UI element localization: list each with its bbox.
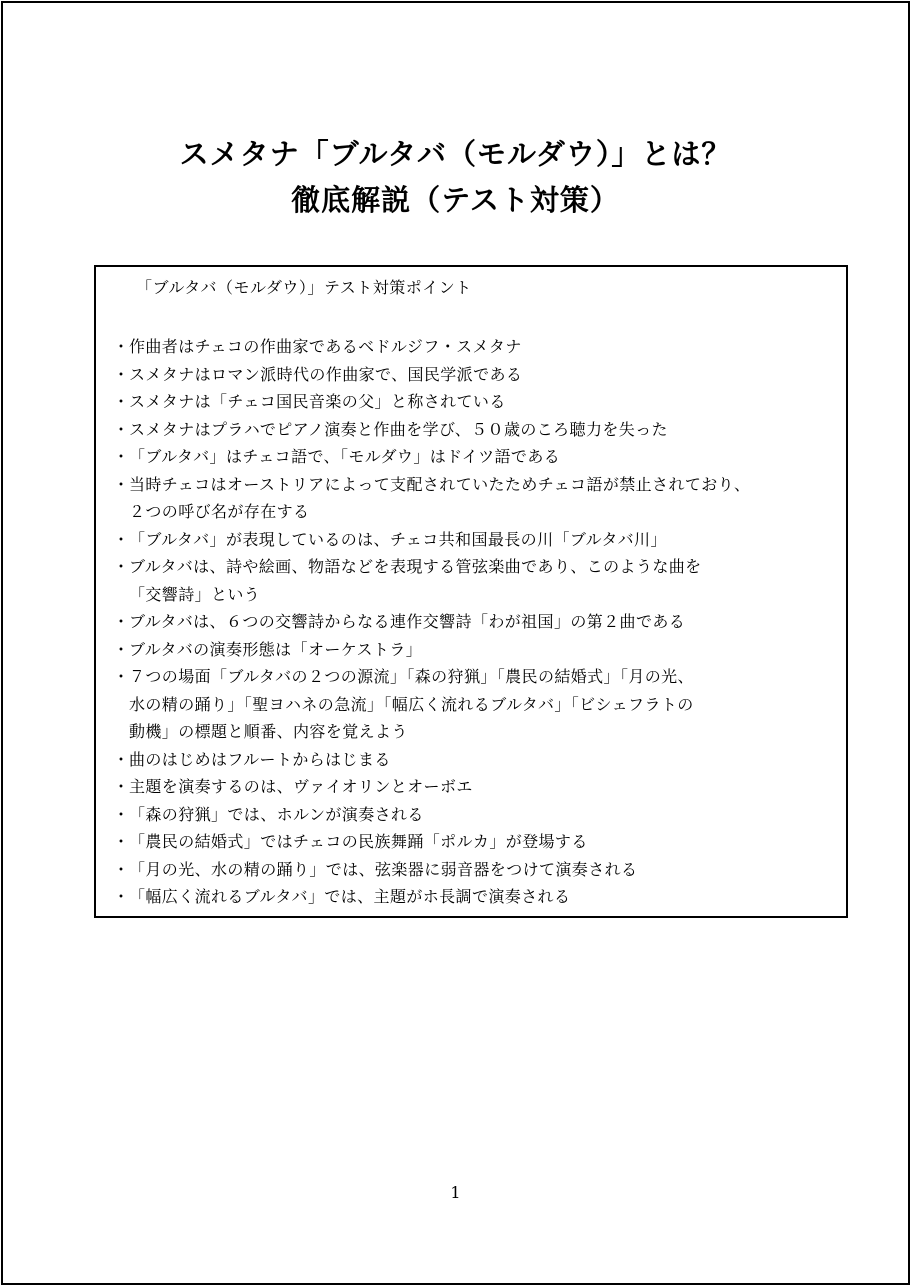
point-item — [113, 828, 838, 856]
point-text: 「ブルタバ」はチェコ語で、「モルダウ」はドイツ語である — [129, 447, 561, 466]
page-subtitle: 徹底解説（テスト対策） — [291, 183, 620, 217]
point-item — [113, 856, 838, 884]
test-points-box — [94, 265, 848, 918]
point-text: 作曲者はチェコの作曲家であるベドルジフ・スメタナ — [129, 337, 522, 356]
bullet-mark: ・ — [113, 804, 130, 824]
point-item — [113, 553, 838, 608]
point-item — [113, 361, 838, 389]
point-item — [113, 746, 838, 774]
point-text: スメタナは「チェコ国民音楽の父」と称されている — [129, 392, 506, 411]
point-text: 「ブルタバ」が表現しているのは、チェコ共和国最長の川「ブルタバ川」 — [129, 529, 667, 549]
document-page — [1, 1, 910, 1285]
point-item — [113, 388, 838, 416]
bullet-mark: ・ — [113, 612, 130, 631]
point-text: 当時チェコはオーストリアによって支配されていたためチェコ語が禁止されており、 ２つの呼び名が存在する — [129, 474, 751, 521]
point-text: スメタナはロマン派時代の作曲家で、国民学派である — [129, 364, 523, 384]
bullet-mark: ・ — [113, 749, 130, 769]
point-text: ７つの場面「ブルタバの２つの源流」「森の狩猟」「農民の結婚式」「月の光、 水の精の踊り」「聖ヨハネの急流」「幅広く流れるブルタバ」「ビシェフラトの 動機」の標題と順番、内容を覚えよう — [129, 667, 694, 741]
point-item — [113, 526, 838, 554]
point-text: ブルタバは、詩や絵画、物語などを表現する管弦楽曲であり、このような曲を 「交響詩」という — [129, 557, 702, 604]
bullet-mark: ・ — [113, 392, 130, 411]
point-item — [113, 801, 838, 829]
box-heading: 「ブルタバ（モルダウ）」テスト対策ポイント — [136, 278, 472, 297]
point-item — [113, 416, 838, 444]
page-title: スメタナ「ブルタバ（モルダウ）」とは？ — [179, 137, 732, 171]
bullet-mark: ・ — [113, 859, 130, 879]
point-item — [113, 608, 838, 636]
bullet-mark: ・ — [113, 557, 130, 576]
point-text: 「森の狩猟」では、ホルンが演奏される — [129, 804, 424, 824]
point-text: 曲のはじめはフルートからはじまる — [129, 749, 391, 769]
point-text: 「幅広く流れるブルタバ」では、主題がホ長調で演奏される — [129, 887, 571, 906]
point-item — [113, 663, 838, 746]
point-item — [113, 333, 838, 361]
bullet-mark: ・ — [113, 887, 130, 906]
point-text: ブルタバの演奏形態は「オーケストラ」 — [129, 639, 423, 659]
point-text: 主題を演奏するのは、ヴァイオリンとオーボエ — [129, 777, 473, 796]
bullet-mark: ・ — [113, 529, 130, 549]
bullet-mark: ・ — [113, 337, 130, 356]
bullet-mark: ・ — [113, 419, 130, 439]
bullet-mark: ・ — [113, 667, 130, 686]
point-item — [113, 443, 838, 471]
point-text: 「月の光、水の精の踊り」では、弦楽器に弱音器をつけて演奏される — [129, 859, 638, 879]
point-item — [113, 636, 838, 664]
point-text: スメタナはプラハでピアノ演奏と作曲を学び、５０歳のころ聴力を失った — [129, 419, 668, 439]
bullet-mark: ・ — [113, 474, 130, 494]
point-text: ブルタバは、６つの交響詩からなる連作交響詩「わが祖国」の第２曲である — [129, 612, 686, 631]
point-item — [113, 883, 838, 911]
point-item — [113, 773, 838, 801]
point-text: 「農民の結婚式」ではチェコの民族舞踊「ポルカ」が登場する — [129, 832, 588, 851]
points-list — [113, 333, 838, 911]
bullet-mark: ・ — [113, 639, 130, 659]
bullet-mark: ・ — [113, 777, 130, 796]
bullet-mark: ・ — [113, 447, 130, 466]
bullet-mark: ・ — [113, 364, 130, 384]
bullet-mark: ・ — [113, 832, 130, 851]
point-item — [113, 471, 838, 526]
page-number: 1 — [450, 1183, 461, 1202]
